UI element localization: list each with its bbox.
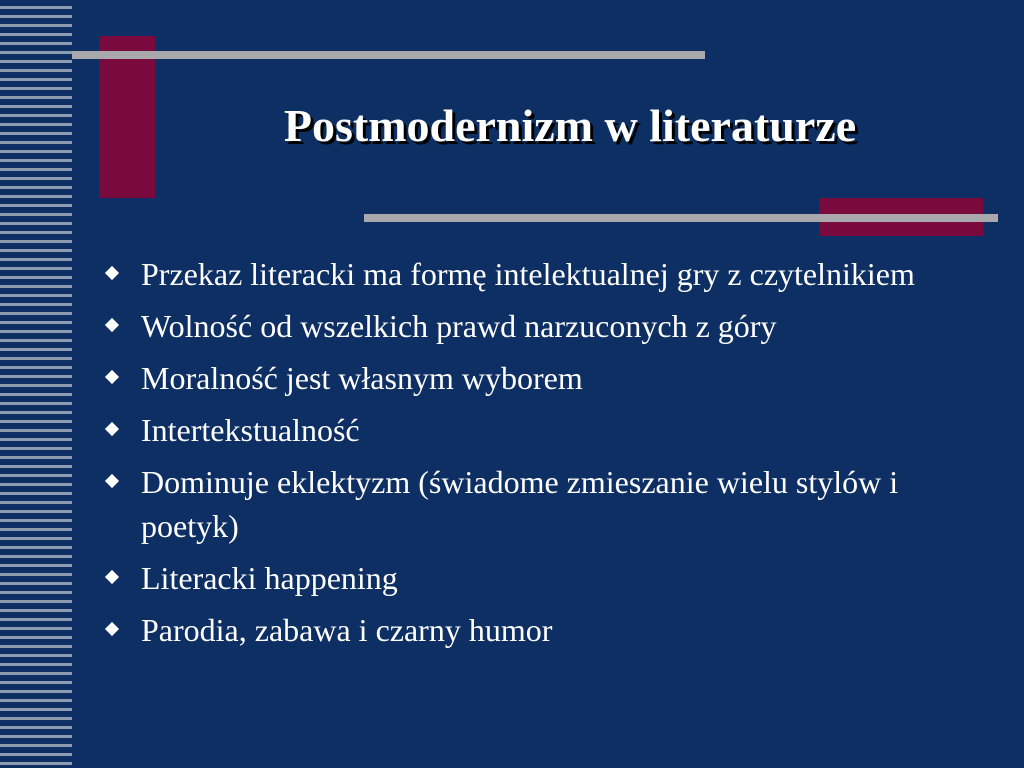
bullet-item bbox=[104, 556, 984, 600]
diamond-bullet-icon bbox=[105, 622, 119, 636]
diamond-bullet-icon bbox=[105, 570, 119, 584]
title-rule-bottom bbox=[364, 214, 998, 222]
bullet-list bbox=[104, 252, 984, 660]
bullet-text: Intertekstualność bbox=[141, 412, 360, 448]
bullet-item bbox=[104, 356, 984, 400]
bullet-item bbox=[104, 408, 984, 452]
diamond-bullet-icon bbox=[105, 474, 119, 488]
slide-title: Postmodernizm w literaturze bbox=[283, 100, 857, 151]
diamond-bullet-icon bbox=[105, 422, 119, 436]
diamond-bullet-icon bbox=[105, 370, 119, 384]
bullet-text: Wolność od wszelkich prawd narzuconych z góry bbox=[141, 308, 777, 344]
bullet-text: Dominuje eklektyzm (świadome zmieszanie wielu stylów i poetyk) bbox=[141, 464, 899, 544]
title-rule-top bbox=[72, 51, 705, 59]
bullet-item bbox=[104, 304, 984, 348]
bullet-item bbox=[104, 460, 984, 548]
diamond-bullet-icon bbox=[105, 318, 119, 332]
bullet-item bbox=[104, 252, 984, 296]
bullet-text: Literacki happening bbox=[141, 560, 398, 596]
bullet-item bbox=[104, 608, 984, 652]
bullet-text: Przekaz literacki ma formę intelektualnej gry z czytelnikiem bbox=[141, 256, 915, 292]
bullet-text: Parodia, zabawa i czarny humor bbox=[141, 612, 553, 648]
bullet-text: Moralność jest własnym wyborem bbox=[141, 360, 583, 396]
diamond-bullet-icon bbox=[105, 266, 119, 280]
side-stripes-decoration bbox=[0, 0, 72, 768]
accent-block-left bbox=[99, 36, 155, 198]
